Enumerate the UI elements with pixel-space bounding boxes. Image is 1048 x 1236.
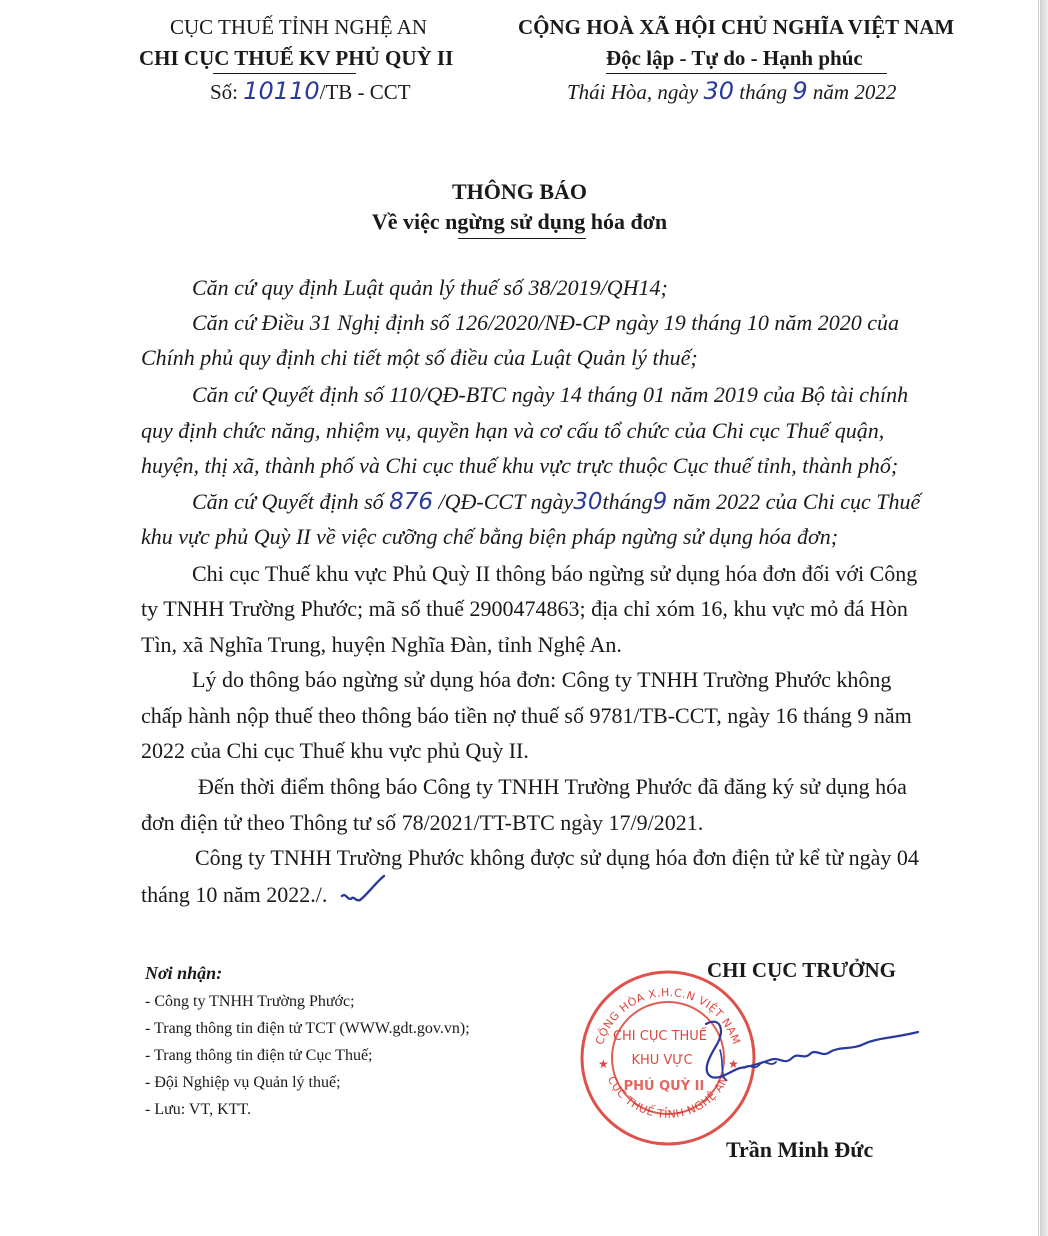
recipient-item: - Trang thông tin điện tử TCT (WWW.gdt.gov.vn); (145, 1020, 470, 1037)
basis-4-day-handwritten: 30 (573, 489, 603, 515)
basis-4-prefix: Căn cứ Quyết định số (192, 489, 390, 514)
recipients-title: Nơi nhận: (145, 963, 223, 983)
basis-4-month-handwritten: 9 (652, 489, 668, 515)
para-4-line-2: tháng 10 năm 2022./. (141, 882, 328, 907)
date-day-handwritten: 30 (703, 77, 735, 105)
date-month-handwritten: 9 (792, 77, 808, 105)
basis-3-line-3: huyện, thị xã, thành phố và Chi cục thuế khu vực trực thuộc Cục thuế tỉnh, thành phố; (141, 453, 899, 478)
basis-4-line-2: khu vực phủ Quỳ II về việc cưỡng chế bằng biện pháp ngừng sử dụng hóa đơn; (141, 524, 839, 549)
document-number-handwritten: 10110 (243, 77, 320, 105)
basis-4-line-1 (192, 489, 920, 515)
document-number (210, 77, 411, 105)
document-number-suffix: /TB - CCT (319, 80, 411, 104)
stamp-ring-bottom-text: CỤC THUẾ TỈNH NGHỆ AN (604, 1073, 732, 1122)
basis-3-line-2: quy định chức năng, nhiệm vụ, quyền hạn và cơ cấu tổ chức của Chi cục Thuế quận, (141, 418, 885, 443)
para-4-line-1: Công ty TNHH Trường Phước không được sử dụng hóa đơn điện tử kể từ ngày 04 (195, 845, 919, 870)
header-authority: CỤC THUẾ TỈNH NGHỆ AN (170, 15, 428, 39)
basis-4-mid-1: /QĐ-CCT ngày (433, 489, 574, 514)
document-title: THÔNG BÁO (451, 179, 588, 204)
date-month-label: tháng (734, 80, 793, 104)
basis-4-number-handwritten: 876 (389, 489, 434, 515)
para-1-line-3: Tìn, xã Nghĩa Trung, huyện Nghĩa Đàn, tỉnh Nghệ An. (141, 632, 622, 657)
document-number-prefix: Số: (210, 80, 244, 104)
basis-4-post: năm 2022 của Chi cục Thuế (667, 489, 921, 514)
basis-4-mid-2: tháng (602, 489, 653, 514)
signer-title: CHI CỤC TRƯỞNG (707, 958, 897, 982)
stamp-star-left: ★ (598, 1057, 609, 1071)
recipient-item: - Lưu: VT, KTT. (145, 1101, 251, 1118)
stamp-center-line-3: PHỦ QUỲ II (623, 1079, 705, 1094)
handwritten-signature (680, 1010, 940, 1120)
para-3-line-1: Đến thời điểm thông báo Công ty TNHH Trường Phước đã đăng ký sử dụng hóa (198, 774, 907, 799)
date-year: năm 2022 (807, 80, 897, 104)
para-1-line-1: Chi cục Thuế khu vực Phủ Quỳ II thông báo ngừng sử dụng hóa đơn đối với Công (192, 561, 918, 586)
document-date (567, 77, 896, 105)
basis-1: Căn cứ quy định Luật quản lý thuế số 38/2019/QH14; (192, 275, 668, 300)
signer-name: Trần Minh Đức (726, 1137, 874, 1162)
document-subject: Về việc ngừng sử dụng hóa đơn (371, 209, 668, 234)
page-edge-shadow (1040, 0, 1048, 1236)
document-subject-underline (458, 238, 586, 239)
stamp-ring-top-text: CỘNG HÒA X.H.C.N VIỆT NAM (593, 985, 743, 1047)
recipient-item: - Đội Nghiệp vụ Quản lý thuế; (145, 1074, 341, 1091)
header-country: CỘNG HOÀ XÃ HỘI CHỦ NGHĨA VIỆT NAM (518, 15, 955, 39)
basis-2-line-1: Căn cứ Điều 31 Nghị định số 126/2020/NĐ-CP ngày 19 tháng 10 năm 2020 của (192, 310, 900, 335)
recipient-item: - Công ty TNHH Trường Phước; (145, 993, 355, 1010)
basis-3-line-1: Căn cứ Quyết định số 110/QĐ-BTC ngày 14 tháng 01 năm 2019 của Bộ tài chính (192, 382, 909, 407)
header-motto-underline (606, 73, 887, 74)
para-2-line-2: chấp hành nộp thuế theo thông báo tiền nợ thuế số 9781/TB-CCT, ngày 16 tháng 9 năm (141, 703, 912, 728)
para-2-line-1: Lý do thông báo ngừng sử dụng hóa đơn: Công ty TNHH Trường Phước không (192, 667, 892, 692)
date-place: Thái Hòa, ngày (567, 80, 704, 104)
para-3-line-2: đơn điện tử theo Thông tư số 78/2021/TT-BTC ngày 17/9/2021. (141, 810, 704, 835)
basis-2-line-2: Chính phủ quy định chi tiết một số điều của Luật Quản lý thuế; (141, 345, 698, 370)
header-office: CHI CỤC THUẾ KV PHỦ QUỲ II (139, 46, 454, 70)
stamp-center-line-2: KHU VỰC (631, 1053, 693, 1068)
stamp-center-line-1: CHI CỤC THUẾ (612, 1029, 708, 1044)
stamp-star-right: ★ (728, 1057, 739, 1071)
header-office-underline (213, 73, 356, 74)
header-motto: Độc lập - Tự do - Hạnh phúc (606, 46, 863, 70)
recipient-item: - Trang thông tin điện tử Cục Thuế; (145, 1047, 373, 1064)
para-2-line-3: 2022 của Chi cục Thuế khu vực phủ Quỳ II. (141, 738, 529, 763)
para-1-line-2: ty TNHH Trường Phước; mã số thuế 2900474863; địa chỉ xóm 16, khu vực mỏ đá Hòn (141, 596, 908, 621)
handwritten-check-mark (338, 872, 388, 912)
